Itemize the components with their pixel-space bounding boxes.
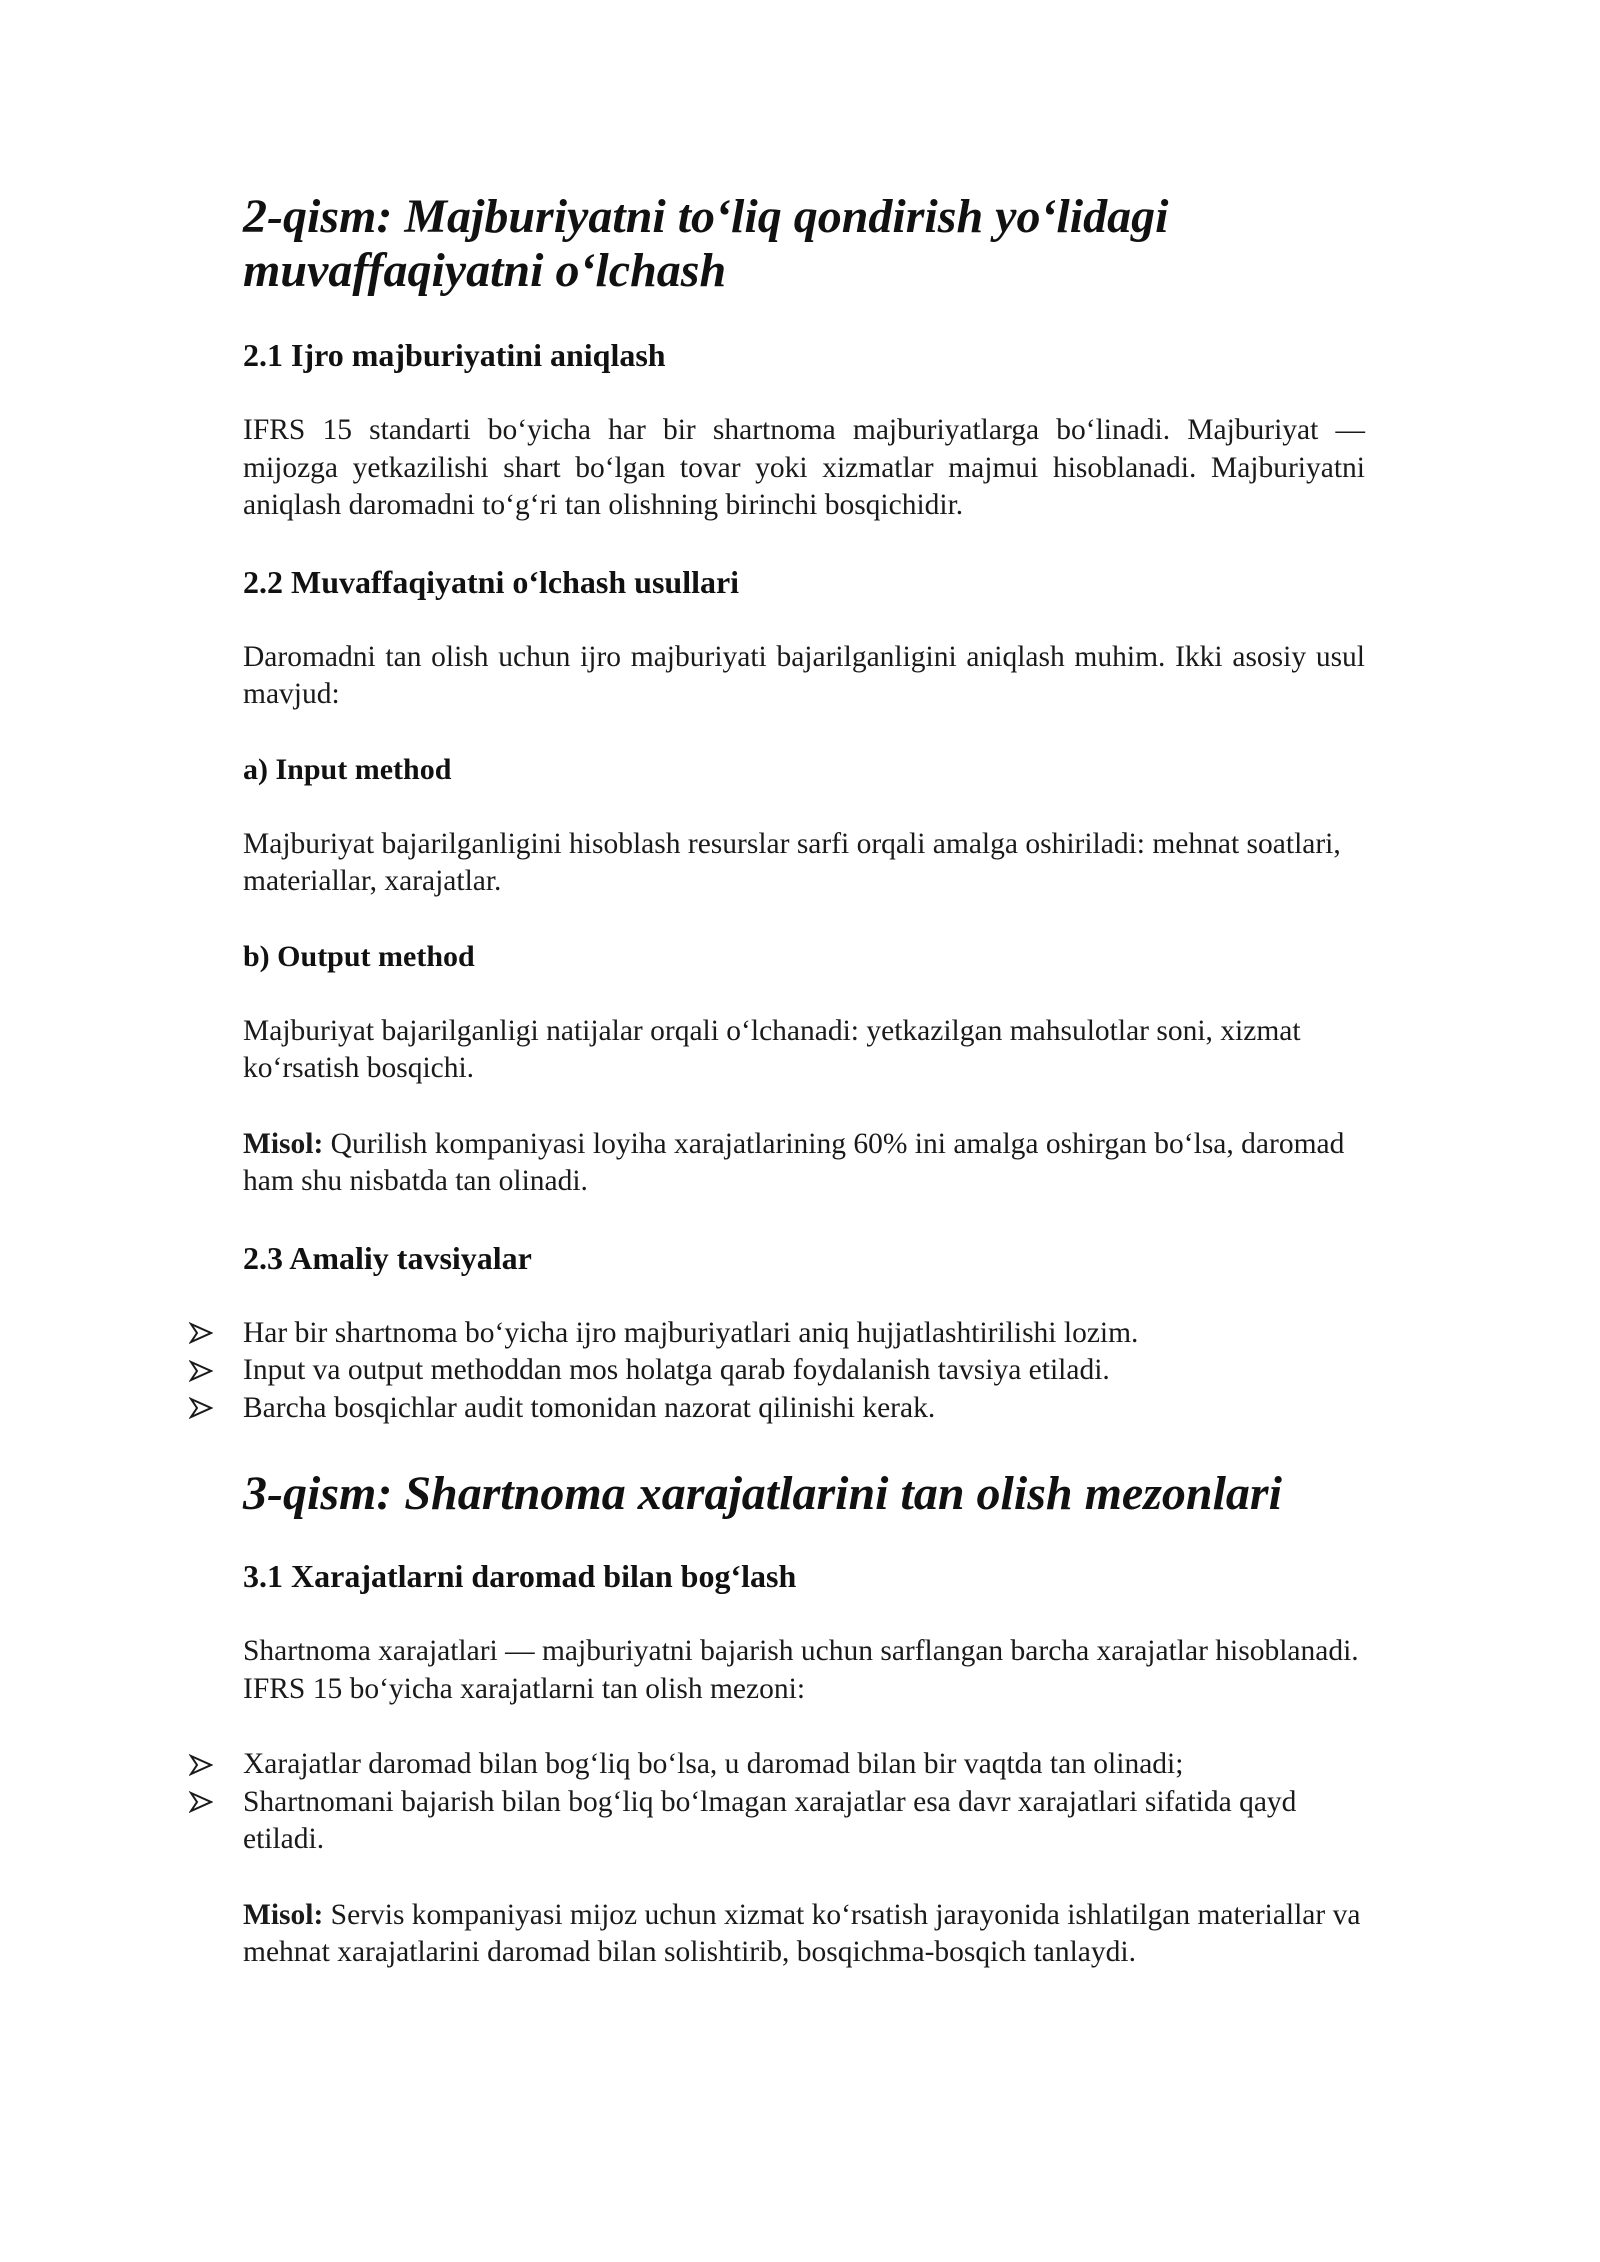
cost-criteria-list [243,1746,1365,1859]
list-item-text: Shartnomani bajarish bilan bog‘liq bo‘lmagan xarajatlar esa davr xarajatlari sifatida qayd etiladi. [243,1785,1297,1855]
list-item [243,1352,1365,1390]
list-item [243,1315,1365,1353]
arrowhead-bullet-icon [189,1746,219,1784]
list-item [243,1390,1365,1428]
example-label: Misol: [243,1898,324,1931]
list-item-text: Barcha bosqichlar audit tomonidan nazorat qilinishi kerak. [243,1391,936,1424]
example-text: Qurilish kompaniyasi loyiha xarajatlarining 60% ini amalga oshirgan bo‘lsa, daromad ham shu nisbatda tan olinadi. [243,1127,1345,1197]
section-2-2-heading: 2.2 Muvaffaqiyatni o‘lchash usullari [243,563,740,600]
example-label: Misol: [243,1127,324,1160]
list-item [243,1784,1365,1859]
example-2-2 [243,1126,1365,1201]
document-content [243,190,1365,1972]
part3-title: 3-qism: Shartnoma xarajatlarini tan olish mezonlari [243,1467,1282,1520]
output-method-text: Majburiyat bajarilganligi natijalar orqali o‘lchanadi: yetkazilgan mahsulotlar soni, xizmat ko‘rsatish bosqichi. [243,1014,1301,1084]
input-method-text: Majburiyat bajarilganligini hisoblash resurslar sarfi orqali amalga oshiriladi: mehnat soatlari, materiallar, xarajatlar. [243,827,1341,897]
section-2-3-heading: 2.3 Amaliy tavsiyalar [243,1239,532,1276]
output-method-heading: b) Output method [243,939,475,973]
part2-title [243,190,1365,298]
arrowhead-bullet-icon [189,1390,219,1428]
section-2-1-heading: 2.1 Ijro majburiyatini aniqlash [243,337,666,373]
section-3-1-heading: 3.1 Xarajatlarni daromad bilan bog‘lash [243,1558,797,1594]
part2-title-line1: 2-qism: Majburiyatni to‘liq qondirish yo‘lidagi [243,190,1169,243]
arrowhead-bullet-icon [189,1784,219,1822]
example-text: Servis kompaniyasi mijoz uchun xizmat ko‘rsatish jarayonida ishlatilgan materiallar va mehnat xarajatlarini daromad bilan solishtirib, bosqichma-bosqich tanlaydi. [243,1898,1361,1968]
arrowhead-bullet-icon [189,1352,219,1390]
example-3-1 [243,1897,1365,1972]
list-item-text: Har bir shartnoma bo‘yicha ijro majburiyatlari aniq hujjatlashtirilishi lozim. [243,1316,1139,1349]
section-2-2-text: Daromadni tan olish uchun ijro majburiyati bajarilganligini aniqlash muhim. Ikki asosiy usul mavjud: [243,640,1365,710]
list-item [243,1746,1365,1784]
list-item-text: Input va output methoddan mos holatga qarab foydalanish tavsiya etiladi. [243,1354,1110,1386]
section-3-1-text: Shartnoma xarajatlari — majburiyatni bajarish uchun sarflangan barcha xarajatlar hisoblanadi. IFRS 15 bo‘yicha xarajatlarni tan olish mezoni: [243,1635,1359,1705]
input-method-heading: a) Input method [243,752,452,786]
arrowhead-bullet-icon [189,1315,219,1353]
part2-title-line2: muvaffaqiyatni o‘lchash [243,244,727,297]
list-item-text: Xarajatlar daromad bilan bog‘liq bo‘lsa, u daromad bilan bir vaqtda tan olinadi; [243,1748,1184,1780]
recommendations-list [243,1315,1365,1428]
section-2-1-text: IFRS 15 standarti bo‘yicha har bir shartnoma majburiyatlarga bo‘linadi. Majburiyat — mijozga yetkazilishi shart bo‘lgan tovar yoki xizmatlar majmui hisoblanadi. Majburiyatni aniqlash daromadni to‘g‘ri tan olishning birinchi bosqichidir. [243,414,1365,521]
